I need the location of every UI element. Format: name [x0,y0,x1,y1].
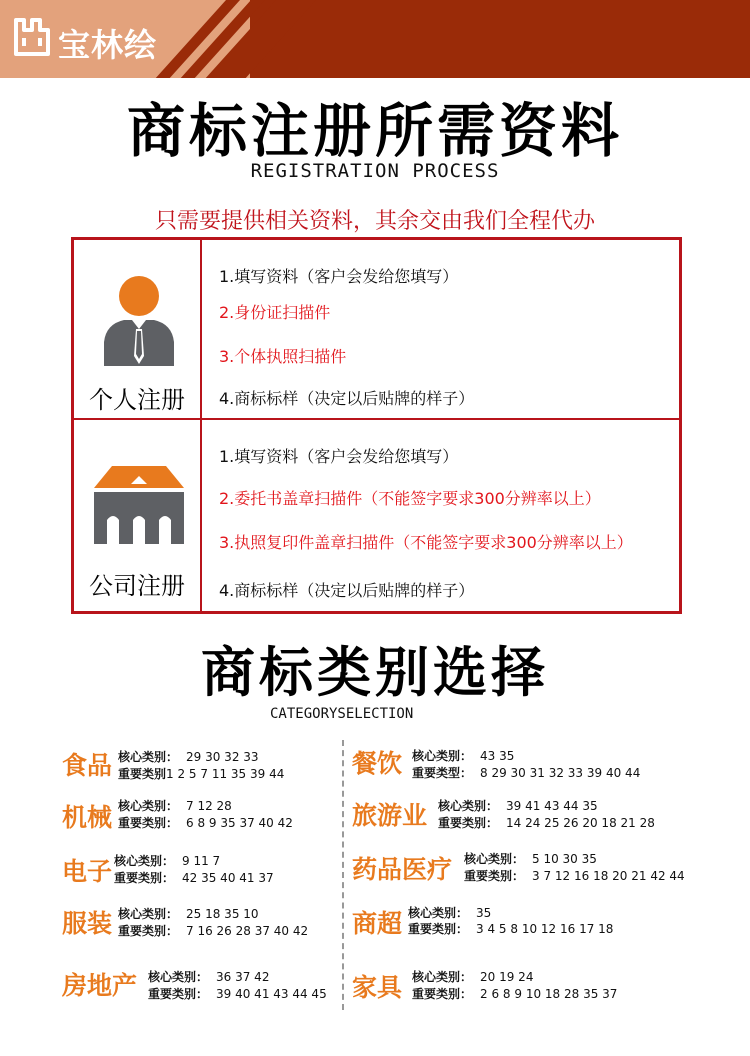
important-label: 重要类别： [464,869,525,883]
category-name: 食品 [62,751,113,780]
registration-table [71,237,682,614]
category-name: 电子 [62,857,113,886]
core-classes-line [408,904,491,921]
important-classes: 3 7 12 16 18 20 21 42 44 [532,869,685,883]
important-classes: 3 4 5 8 10 12 16 17 18 [476,922,614,936]
important-classes-line [412,985,617,1002]
core-classes-line [118,797,232,814]
core-classes: 36 37 42 [216,970,270,984]
category-name: 商超 [352,909,403,938]
important-classes-line [118,765,284,782]
important-classes-line [408,920,613,937]
important-classes: 2 6 8 9 10 18 28 35 37 [480,987,618,1001]
core-label: 核心类别： [412,970,473,984]
important-label: 重要类别： [148,987,209,1001]
core-label: 核心类别： [438,799,499,813]
important-classes-line [148,985,327,1002]
personal-registration-label: 个人注册 [89,386,185,414]
company-item-1: 1.填写资料（客户会发给您填写） [219,447,459,466]
important-label: 重要类别： [438,816,499,830]
core-classes-line [118,748,259,765]
house-icon [90,462,188,544]
category-name: 药品医疗 [352,855,453,884]
category-title: 商标类别选择 [201,641,549,704]
core-classes-line [412,968,533,985]
important-label: 重要类别： [114,871,175,885]
core-classes: 43 35 [480,749,515,763]
category-name: 餐饮 [352,749,403,778]
important-classes: 39 40 41 43 44 45 [216,987,327,1001]
important-label: 重要类别： [118,816,179,830]
important-classes: 1 2 5 7 11 35 39 44 [166,767,285,781]
important-classes: 6 8 9 35 37 40 42 [186,816,293,830]
core-classes: 29 30 32 33 [186,750,259,764]
core-classes: 39 41 43 44 35 [506,799,598,813]
personal-item-1: 1.填写资料（客户会发给您填写） [219,267,459,286]
company-item-2: 2.委托书盖章扫描件（不能签字要求300分辨率以上） [219,489,601,508]
important-label: 重要类别： [408,922,469,936]
core-classes: 7 12 28 [186,799,232,813]
important-classes-line [118,814,293,831]
core-classes: 35 [476,906,492,920]
core-label: 核心类别： [118,907,179,921]
important-classes: 8 29 30 31 32 33 39 40 44 [480,766,641,780]
person-icon [102,276,176,366]
important-label: 重要类型： [412,766,473,780]
core-label: 核心类别： [114,854,175,868]
table-divider [74,418,679,420]
personal-item-2: 2.身份证扫描件 [219,303,331,322]
category-divider [342,740,344,1010]
core-classes: 5 10 30 35 [532,852,597,866]
page-subtitle: REGISTRATION PROCESS [250,160,500,182]
company-item-4: 4.商标标样（决定以后贴牌的样子） [219,581,475,600]
company-registration-label: 公司注册 [89,572,185,600]
category-name: 机械 [62,803,113,832]
personal-item-4: 4.商标标样（决定以后贴牌的样子） [219,389,475,408]
page-title: 商标注册所需资料 [126,97,623,165]
core-label: 核心类别： [118,799,179,813]
logo-icon [12,16,52,60]
core-label: 核心类别： [148,970,209,984]
category-name: 家具 [352,973,403,1002]
core-classes-line [114,852,220,869]
tagline: 只需要提供相关资料，其余交由我们全程代办 [154,209,595,234]
important-classes: 7 16 26 28 37 40 42 [186,924,309,938]
category-subtitle: CATEGORYSELECTION [270,706,414,722]
table-divider [200,240,202,611]
important-label: 重要类别： [412,987,473,1001]
category-name: 房地产 [62,971,138,1000]
core-classes: 9 11 7 [182,854,221,868]
important-label: 重要类别 [118,767,167,781]
important-label: 重要类别： [118,924,179,938]
core-classes: 25 18 35 10 [186,907,259,921]
important-classes-line [114,869,274,886]
important-classes-line [118,922,308,939]
core-label: 核心类别： [118,750,179,764]
important-classes-line [464,867,685,884]
core-classes-line [118,905,259,922]
core-label: 核心类别： [464,852,525,866]
core-classes-line [412,747,514,764]
core-classes: 20 19 24 [480,970,534,984]
important-classes-line [412,764,640,781]
logo-text: 宝林绘 [58,26,158,64]
important-classes: 42 35 40 41 37 [182,871,274,885]
core-classes-line [148,968,269,985]
category-name: 旅游业 [352,801,428,830]
core-label: 核心类别： [408,906,469,920]
header-banner [0,0,750,78]
core-classes-line [464,850,597,867]
core-classes-line [438,797,598,814]
core-label: 核心类别： [412,749,473,763]
important-classes: 14 24 25 26 20 18 21 28 [506,816,655,830]
important-classes-line [438,814,655,831]
category-name: 服装 [62,909,113,938]
company-item-3: 3.执照复印件盖章扫描件（不能签字要求300分辨率以上） [219,533,633,552]
personal-item-3: 3.个体执照扫描件 [219,347,347,366]
